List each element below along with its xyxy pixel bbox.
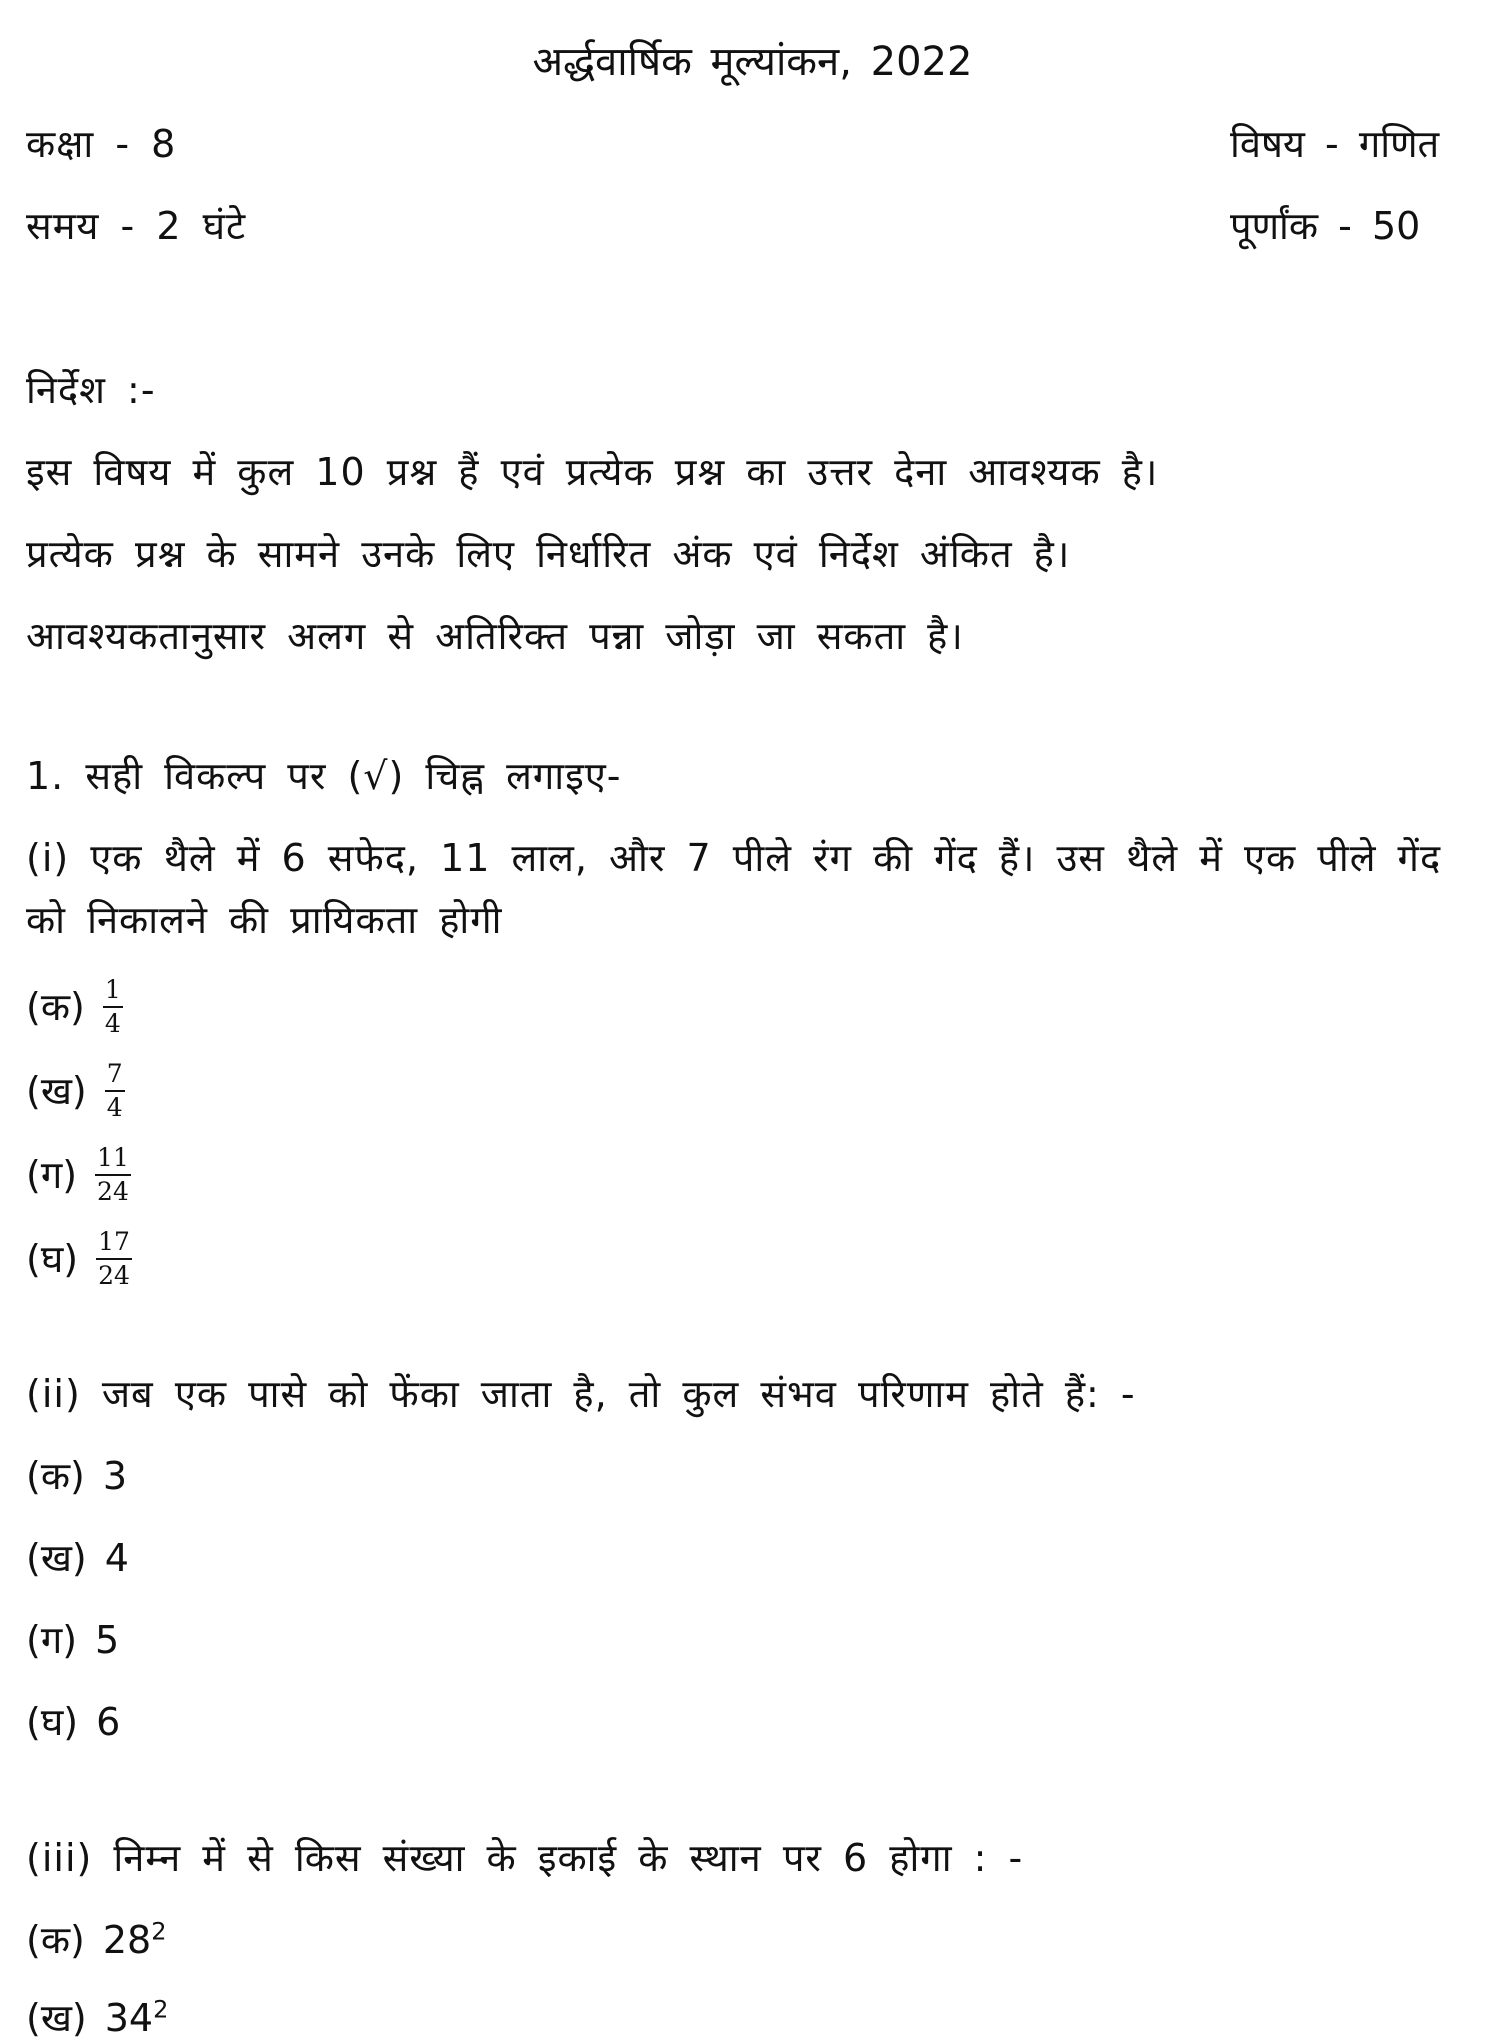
- fraction-denominator: 4: [106, 1093, 123, 1122]
- fraction-denominator: 4: [104, 1009, 121, 1038]
- option-label: (ख): [26, 1996, 87, 2040]
- option-value: 3: [102, 1454, 128, 1498]
- option-label: (ख): [26, 1069, 87, 1113]
- time-label: समय - 2 घंटे: [26, 204, 247, 248]
- option-label: (क): [26, 1918, 85, 1962]
- question-text: (iii) निम्न में से किस संख्या के इकाई के स्थान पर 6 होगा : -: [26, 1836, 1024, 1880]
- instruction-line: प्रत्येक प्रश्न के सामने उनके लिए निर्धारित अंक एवं निर्देश अंकित है।: [26, 532, 1071, 576]
- marks-label: पूर्णांक - 50: [1230, 204, 1421, 248]
- option-item: [26, 1452, 127, 1500]
- instruction-line: आवश्यकतानुसार अलग से अतिरिक्त पन्ना जोड़ा जा सकता है।: [26, 614, 964, 658]
- option-value: 6: [96, 1700, 121, 1744]
- fraction: [103, 976, 123, 1038]
- option-label: (ग): [26, 1618, 78, 1662]
- question-1-heading: 1. सही विकल्प पर (√) चिह्न लगाइए-: [26, 754, 622, 798]
- power-base: 28: [102, 1918, 152, 1962]
- option-item: [26, 1698, 120, 1746]
- fraction-denominator: 24: [97, 1177, 129, 1206]
- instruction-line: इस विषय में कुल 10 प्रश्न हैं एवं प्रत्येक प्रश्न का उत्तर देना आवश्यक है।: [26, 450, 1159, 494]
- subject-label: विषय - गणित: [1230, 122, 1440, 166]
- question-text: को निकालने की प्रायिकता होगी: [26, 898, 503, 942]
- option-label: (घ): [26, 1700, 79, 1744]
- option-item: [26, 1534, 129, 1582]
- instructions-heading: निर्देश :-: [26, 368, 156, 412]
- option-value: 5: [95, 1618, 120, 1662]
- option-item: [26, 1994, 168, 2042]
- option-item: [26, 1616, 119, 1664]
- question-text: (i) एक थैले में 6 सफेद, 11 लाल, और 7 पीले रंग की गेंद हैं। उस थैले में एक पीले गेंद: [26, 836, 1442, 880]
- question-text: (ii) जब एक पासे को फेंका जाता है, तो कुल संभव परिणाम होते हैं: -: [26, 1372, 1136, 1416]
- option-label: (ख): [26, 1536, 87, 1580]
- power-exponent: 2: [153, 1995, 169, 2024]
- fraction: [96, 1228, 132, 1290]
- option-item: [26, 1916, 166, 1964]
- fraction-numerator: 17: [96, 1228, 132, 1260]
- option-label: (क): [26, 1454, 85, 1498]
- option-item: [26, 1060, 125, 1122]
- fraction-numerator: 7: [105, 1060, 125, 1092]
- exam-title: अर्द्धवार्षिक मूल्यांकन, 2022: [532, 39, 973, 85]
- option-label: (घ): [26, 1237, 79, 1281]
- power-exponent: 2: [151, 1917, 167, 1946]
- option-label: (क): [26, 985, 85, 1029]
- option-label: (ग): [26, 1153, 78, 1197]
- fraction: [95, 1144, 131, 1206]
- fraction: [105, 1060, 125, 1122]
- power-base: 34: [104, 1996, 154, 2040]
- option-item: [26, 1144, 131, 1206]
- option-item: [26, 976, 123, 1038]
- option-value: [103, 1916, 167, 1964]
- option-value: [105, 1994, 169, 2042]
- fraction-denominator: 24: [98, 1261, 130, 1290]
- option-value: 4: [104, 1536, 129, 1580]
- fraction-numerator: 1: [103, 976, 123, 1008]
- class-label: कक्षा - 8: [26, 122, 177, 166]
- fraction-numerator: 11: [95, 1144, 131, 1176]
- option-item: [26, 1228, 132, 1290]
